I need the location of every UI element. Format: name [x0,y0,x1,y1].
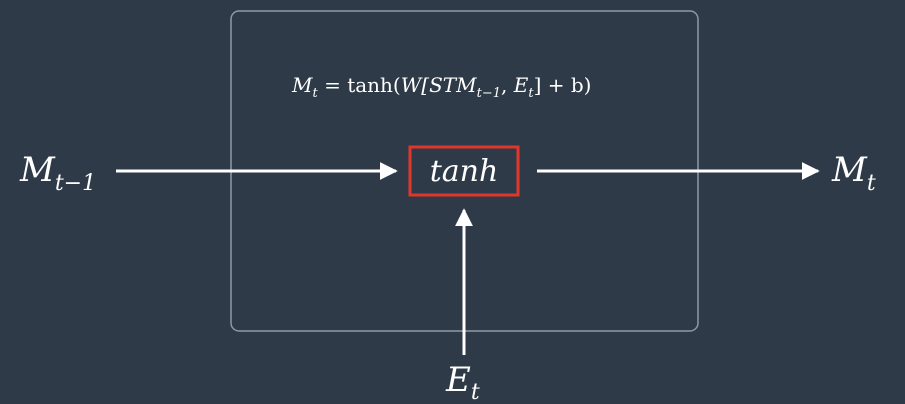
input-memory-symbol: M [20,150,55,190]
formula-w-bracket: W[ [400,73,430,97]
formula-lhs-subscript: t [312,86,318,101]
input-embedding-subscript: t [470,380,480,404]
formula-comma: , [501,73,514,97]
tanh-label: tanh [429,154,499,189]
formula-e-symbol: E [513,73,529,97]
formula-stm-subscript: t−1 [476,86,501,101]
input-embedding-symbol: E [446,360,471,400]
input-memory-subscript: t−1 [54,171,97,196]
formula-lhs-symbol: M [292,73,313,97]
formula-e-subscript: t [528,86,534,101]
output-memory-subscript: t [866,171,876,196]
formula-close: ] + b) [533,73,592,97]
update-formula [291,73,591,101]
output-memory-label [831,150,876,196]
formula-equals-tanh: = tanh( [317,73,401,97]
output-memory-symbol: M [832,150,867,190]
formula-stm-symbol: STM [429,73,477,97]
input-embedding-label [445,360,480,404]
input-memory-label [19,150,96,196]
